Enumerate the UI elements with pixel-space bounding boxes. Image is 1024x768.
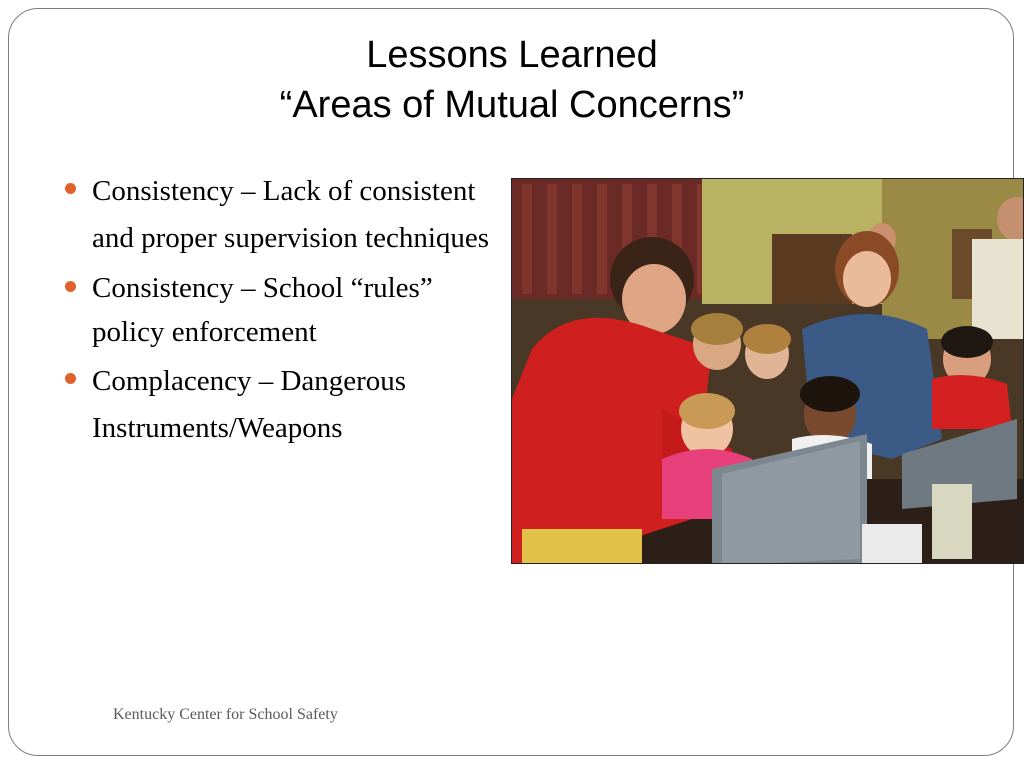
classroom-photo [511,178,1024,564]
title-line-2: “Areas of Mutual Concerns” [279,84,745,126]
bullet-dot-icon [65,373,76,384]
bullet-text: Consistency – School “rules” policy enforcement [92,272,433,348]
slide-title [0,30,1024,130]
footer-text: Kentucky Center for School Safety [113,706,338,723]
bullet-list [62,168,502,456]
bullet-item [62,266,502,354]
classroom-photo-illustration [512,179,1024,564]
bullet-dot-icon [65,281,76,292]
bullet-item [62,168,502,262]
bullet-dot-icon [65,183,76,194]
bullet-text: Consistency – Lack of consistent and proper supervision techniques [92,175,490,254]
bullet-item [62,358,502,452]
title-line-1: Lessons Learned [366,34,658,76]
bullet-text: Complacency – Dangerous Instruments/Weapons [92,365,407,444]
